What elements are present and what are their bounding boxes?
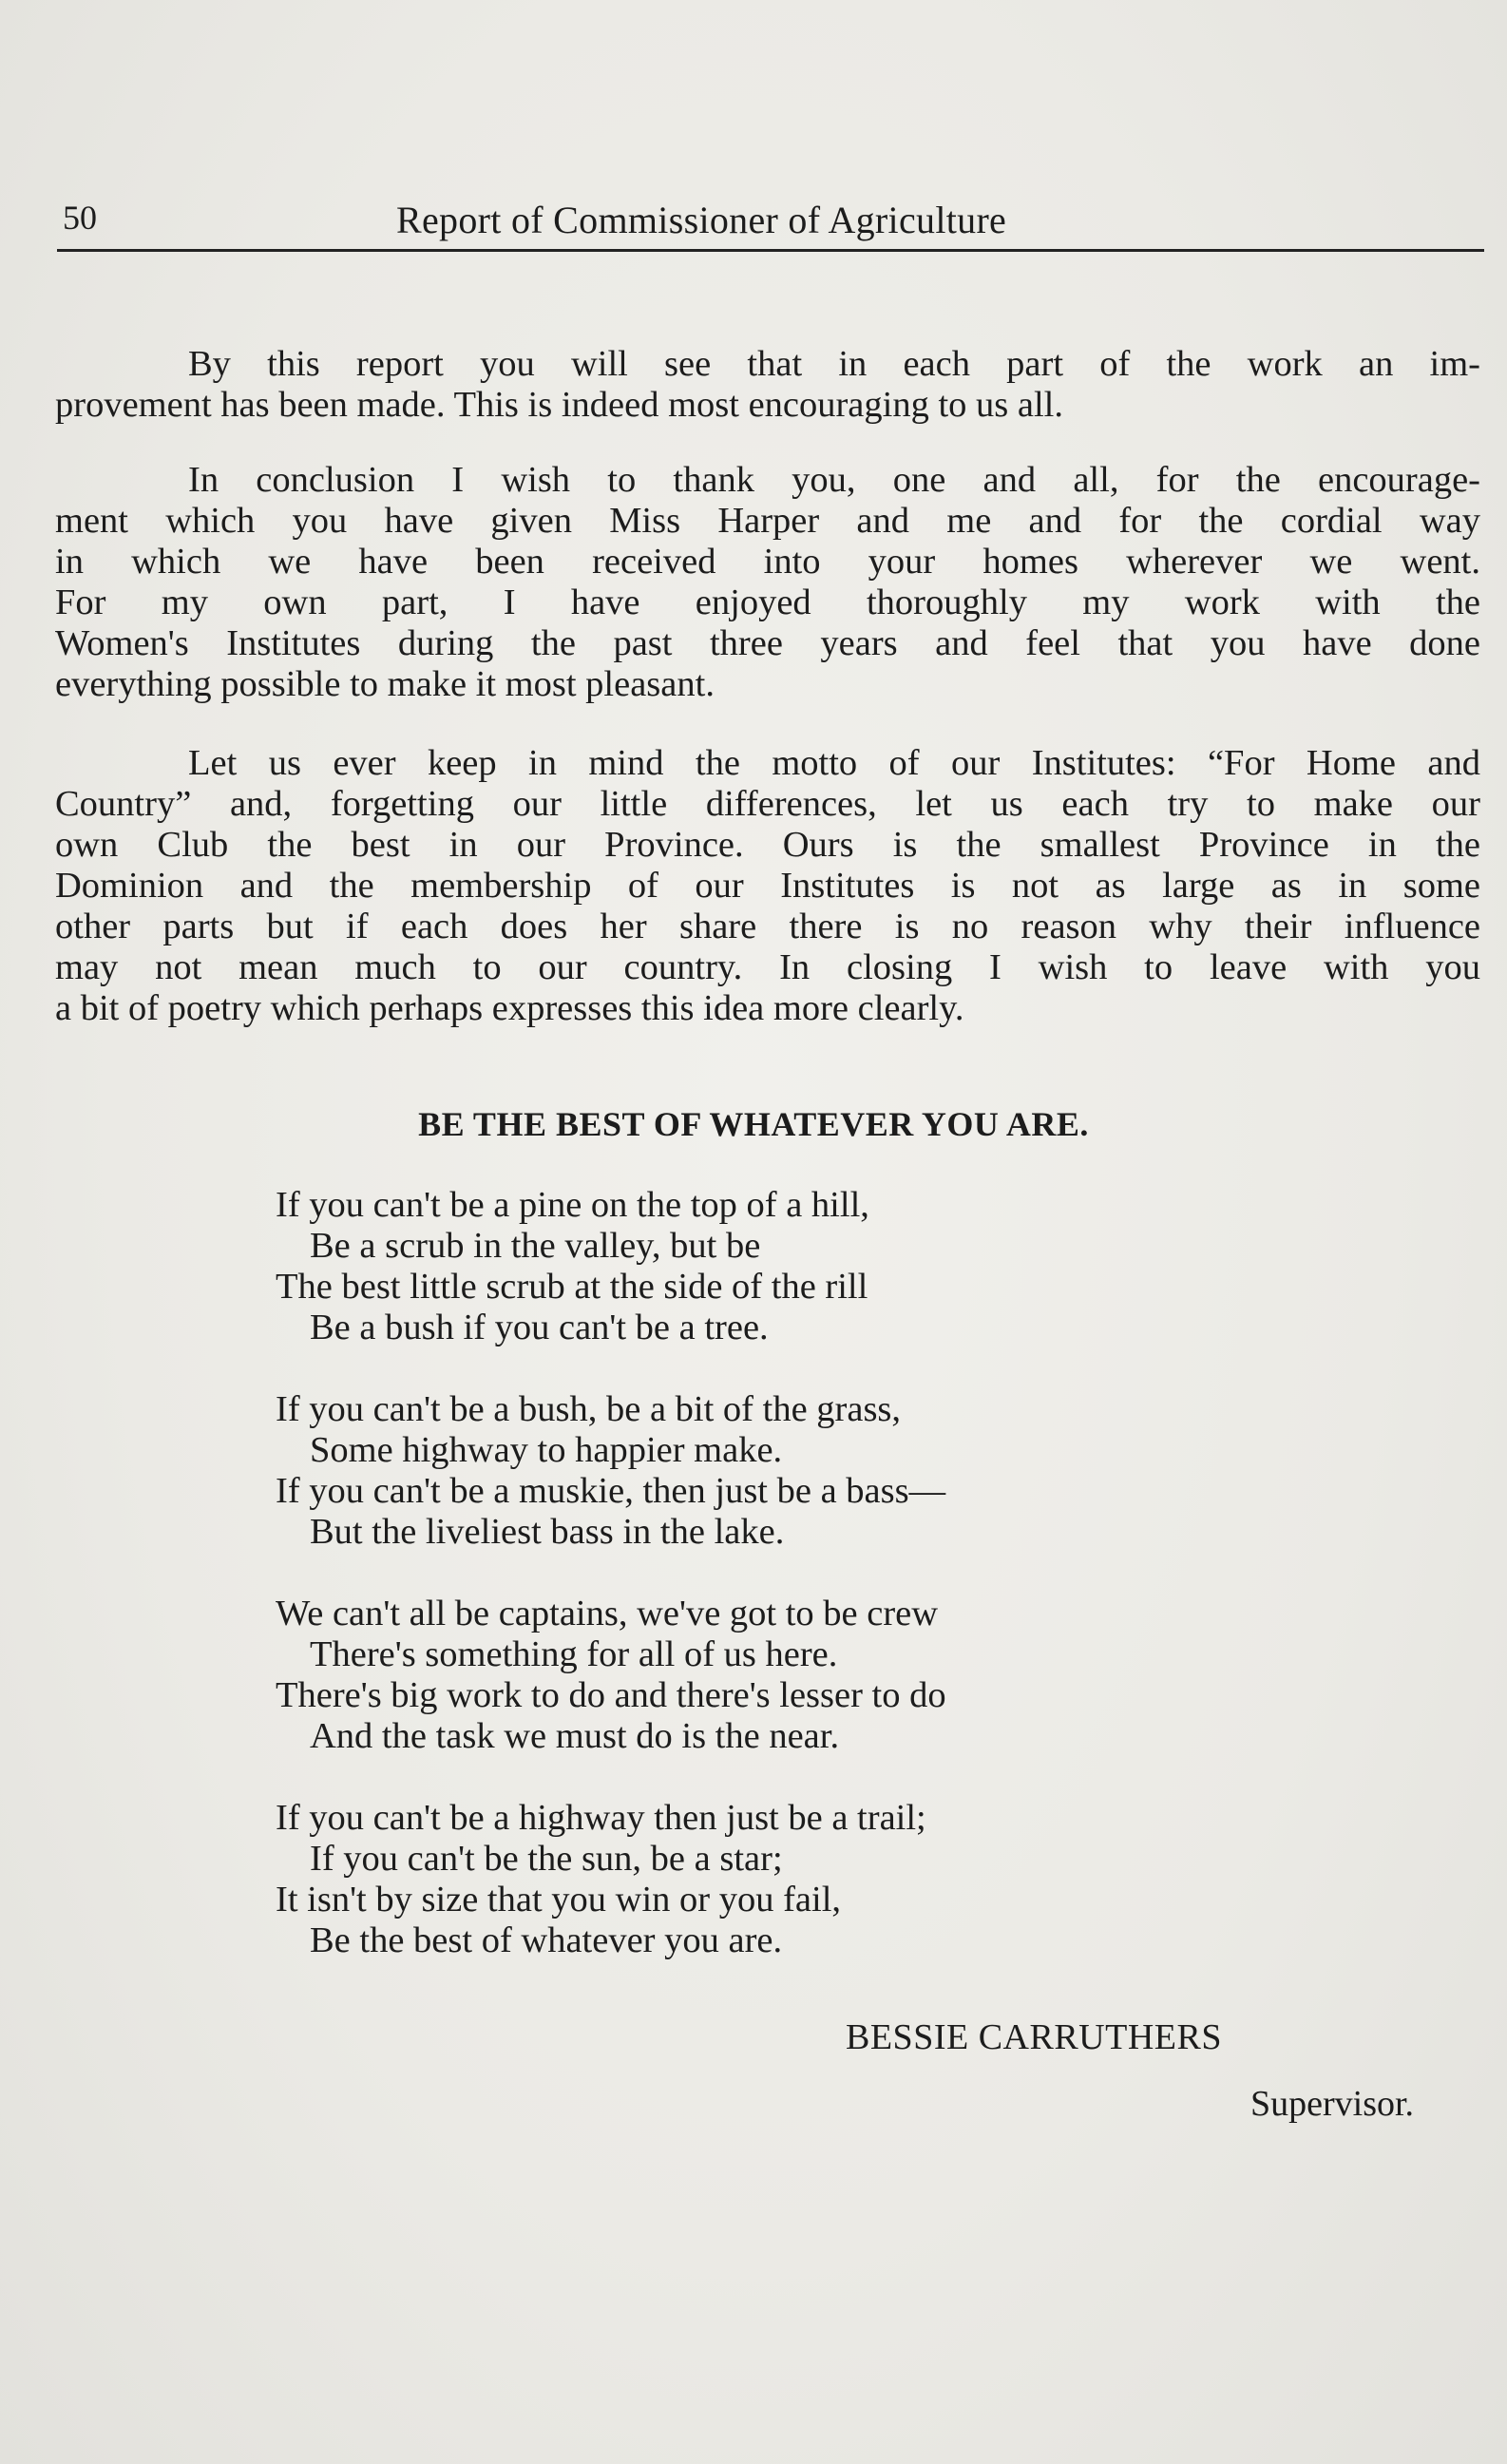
running-title: Report of Commissioner of Agriculture bbox=[396, 199, 1007, 241]
poem-line: If you can't be a muskie, then just be a bass— bbox=[276, 1471, 946, 1511]
poem-line: Some highway to happier make. bbox=[310, 1430, 783, 1470]
poem-line: We can't all be captains, we've got to be crew bbox=[276, 1594, 939, 1633]
paragraph-line: in which we have been received into your homes wherever we went. bbox=[55, 542, 1480, 582]
paragraph-line: provement has been made. This is indeed most encouraging to us all. bbox=[55, 385, 1064, 425]
header-rule bbox=[57, 249, 1484, 252]
paragraph-line: By this report you will see that in each part of the work an im- bbox=[188, 344, 1480, 384]
paragraph-line: own Club the best in our Province. Ours is the smallest Province in the bbox=[55, 825, 1480, 865]
paragraph-line: Dominion and the membership of our Institutes is not as large as in some bbox=[55, 866, 1480, 906]
paragraph-line: other parts but if each does her share there is no reason why their influence bbox=[55, 907, 1480, 946]
poem-title: BE THE BEST OF WHATEVER YOU ARE. bbox=[418, 1105, 1089, 1143]
paragraph-line: everything possible to make it most pleasant. bbox=[55, 664, 715, 704]
poem-line: Be a bush if you can't be a tree. bbox=[310, 1308, 769, 1347]
paragraph-line: In conclusion I wish to thank you, one and all, for the encourage- bbox=[188, 460, 1480, 500]
poem-line: It isn't by size that you win or you fail, bbox=[276, 1880, 842, 1920]
paragraph-line: ment which you have given Miss Harper and me and for the cordial way bbox=[55, 501, 1480, 541]
poem-line: If you can't be a highway then just be a trail; bbox=[276, 1798, 926, 1838]
paragraph-line: a bit of poetry which perhaps expresses this idea more clearly. bbox=[55, 988, 964, 1028]
poem-line: And the task we must do is the near. bbox=[310, 1716, 840, 1756]
poem-line: The best little scrub at the side of the rill bbox=[276, 1267, 868, 1307]
poem-stanza bbox=[276, 1798, 1226, 1961]
paragraph-improvement bbox=[55, 344, 1480, 426]
poem-line: Be the best of whatever you are. bbox=[310, 1920, 783, 1960]
poem-line: If you can't be the sun, be a star; bbox=[310, 1839, 783, 1879]
poem-line: There's something for all of us here. bbox=[310, 1634, 838, 1674]
signature-name: BESSIE CARRUTHERS bbox=[846, 2017, 1222, 2057]
paragraph-line: Let us ever keep in mind the motto of our Institutes: “For Home and bbox=[188, 743, 1480, 783]
poem-line: Be a scrub in the valley, but be bbox=[310, 1226, 761, 1266]
poem-stanza bbox=[276, 1594, 1226, 1757]
poem-line: But the liveliest bass in the lake. bbox=[310, 1512, 785, 1552]
poem-stanza bbox=[276, 1185, 1226, 1348]
paragraph-line: Country” and, forgetting our little differences, let us each try to make our bbox=[55, 784, 1480, 824]
poem-line: If you can't be a bush, be a bit of the grass, bbox=[276, 1389, 902, 1429]
paragraph-motto bbox=[55, 743, 1480, 1029]
poem-line: There's big work to do and there's lesser to do bbox=[276, 1675, 946, 1715]
paragraph-conclusion bbox=[55, 460, 1480, 705]
page-header bbox=[59, 192, 1484, 251]
paragraph-line: For my own part, I have enjoyed thoroughly my work with the bbox=[55, 583, 1480, 622]
paragraph-line: Women's Institutes during the past three years and feel that you have done bbox=[55, 623, 1480, 663]
paragraph-line: may not mean much to our country. In closing I wish to leave with you bbox=[55, 947, 1480, 987]
poem-stanza bbox=[276, 1389, 1226, 1553]
page-number: 50 bbox=[63, 199, 97, 237]
signature-title: Supervisor. bbox=[1250, 2084, 1415, 2124]
poem-line: If you can't be a pine on the top of a hill, bbox=[276, 1185, 869, 1225]
